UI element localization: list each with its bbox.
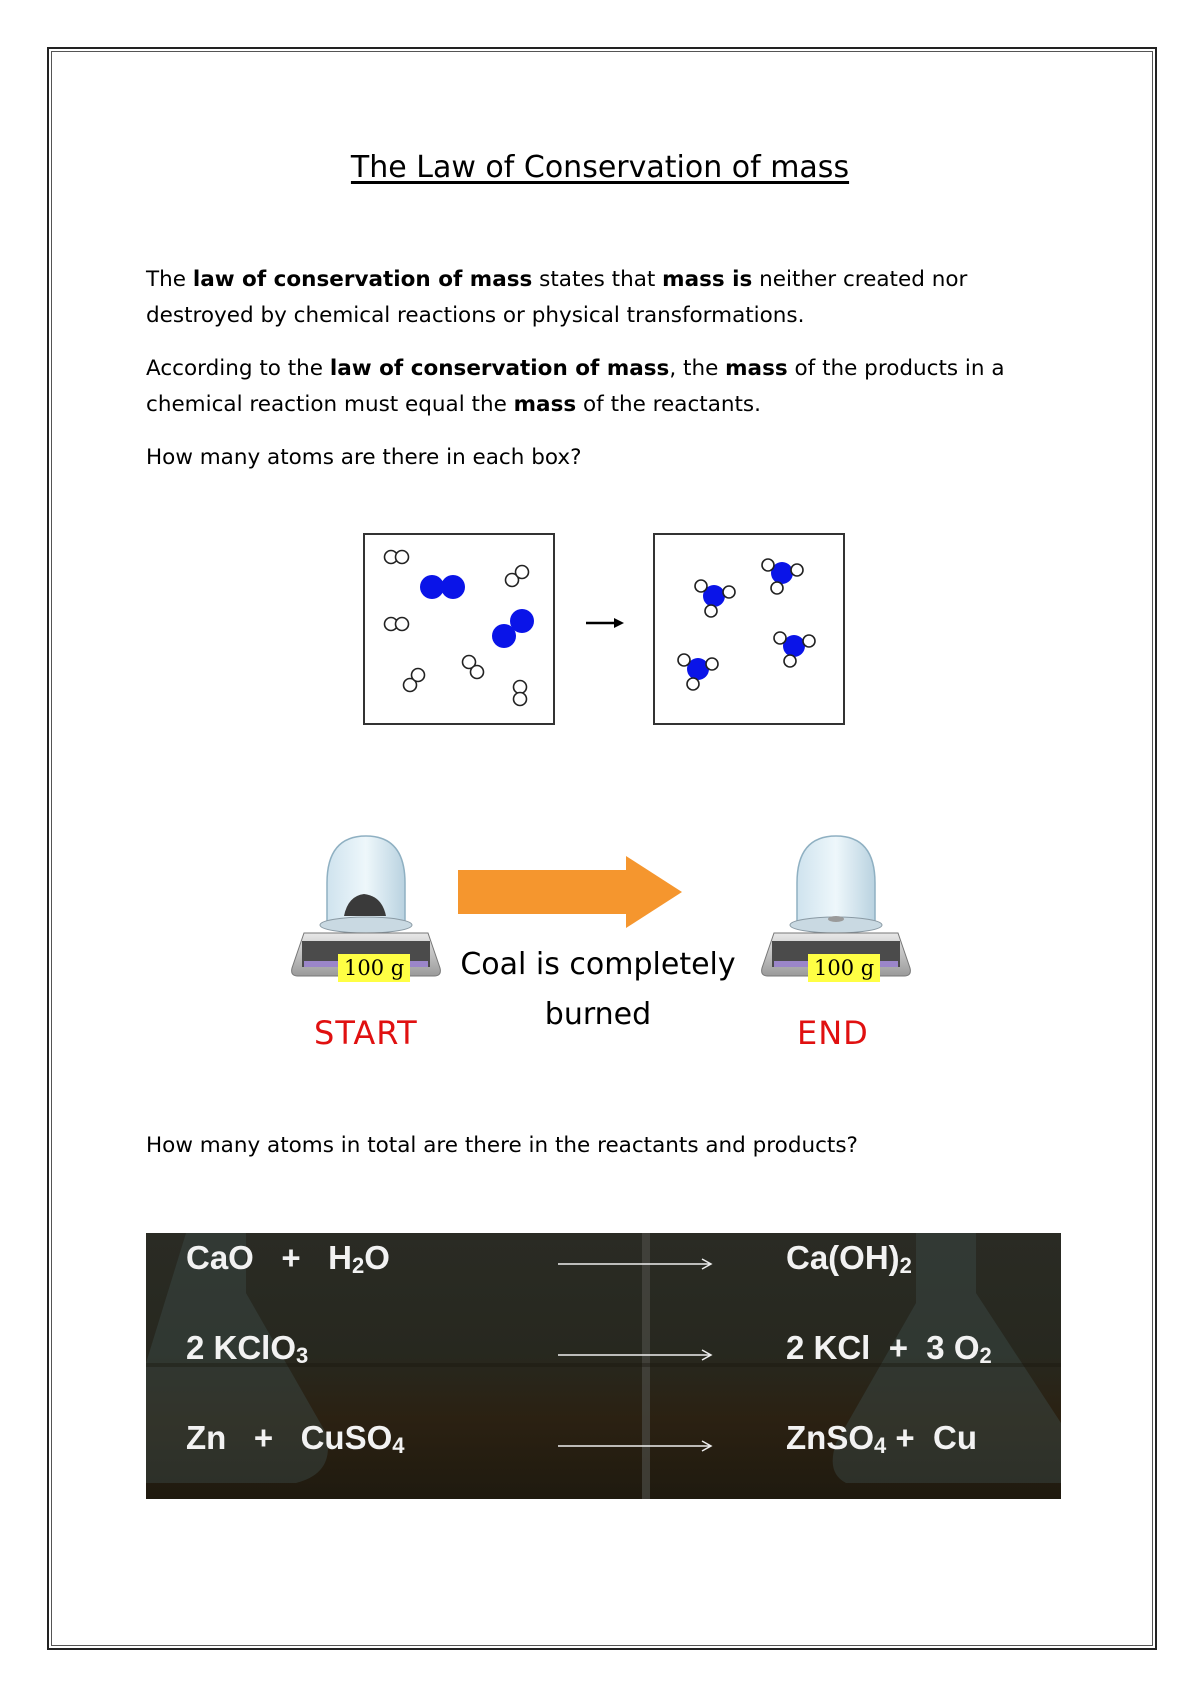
formula-text: Ca(OH) (786, 1239, 900, 1276)
text-run: According to the (146, 356, 330, 381)
equation-3-arrow (556, 1439, 716, 1453)
formula-text: ZnSO (786, 1419, 874, 1456)
question-atoms-in-box: How many atoms are there in each box? (146, 445, 582, 470)
formula-text: O (364, 1239, 390, 1276)
formula-subscript: 2 (352, 1253, 365, 1278)
formula-text: CaO (186, 1239, 254, 1276)
text-run: states that (532, 267, 663, 292)
bold-run: mass (513, 392, 577, 417)
formula-text: Zn + CuSO (186, 1419, 393, 1456)
bold-run: law of conservation of mass (329, 356, 670, 381)
page-title: The Law of Conservation of mass (350, 150, 850, 185)
definition-paragraph (146, 262, 1046, 334)
text-run: of the products in a chemical reaction must equal the (146, 356, 1005, 417)
formula-text: + Cu (886, 1419, 978, 1456)
formula-subscript: 3 (296, 1343, 309, 1368)
caption-line: Coal is completely (460, 947, 736, 982)
formula-text: 2 KClO (186, 1329, 297, 1366)
bold-run: mass is (662, 267, 753, 292)
equation-1-products (786, 1239, 912, 1279)
product-box (654, 534, 844, 724)
formula-subscript: 4 (392, 1433, 405, 1458)
equation-2-arrow (556, 1348, 716, 1362)
start-label: START (314, 1014, 418, 1052)
formula-text: 2 KCl + 3 O (786, 1329, 980, 1366)
atom-boxes-figure (362, 532, 852, 732)
equation-2-reactants (186, 1329, 308, 1369)
ash-pile (828, 916, 844, 922)
end-weight-display: 100 g (808, 954, 880, 982)
coal-caption (458, 940, 738, 1040)
text-run: The (146, 267, 193, 292)
formula-subscript: 4 (874, 1433, 887, 1458)
equation-1-arrow (556, 1257, 716, 1271)
bold-run: mass (725, 356, 788, 381)
end-label: END (797, 1014, 869, 1052)
equation-3-reactants (186, 1419, 405, 1459)
formula-text: + (253, 1239, 329, 1276)
equation-1-reactants (186, 1239, 390, 1279)
reactant-box (364, 534, 554, 724)
caption-line: burned (544, 997, 652, 1032)
equations-panel (146, 1233, 1061, 1499)
equation-3-products (786, 1419, 977, 1459)
text-run: neither created nor destroyed by chemical reactions or physical transformations. (146, 267, 968, 328)
formula-text: H (328, 1239, 352, 1276)
question-total-atoms: How many atoms in total are there in the reactants and products? (146, 1133, 858, 1158)
formula-subscript: 2 (979, 1343, 992, 1368)
reaction-arrow (586, 618, 624, 628)
text-run: of the reactants. (576, 392, 761, 417)
bold-run: law of conservation of mass (192, 267, 533, 292)
start-weight-display: 100 g (338, 954, 410, 982)
burn-arrow (458, 856, 682, 928)
explanation-paragraph (146, 351, 1046, 423)
formula-subscript: 2 (899, 1253, 912, 1278)
text-run: , the (669, 356, 726, 381)
equation-2-products (786, 1329, 992, 1369)
